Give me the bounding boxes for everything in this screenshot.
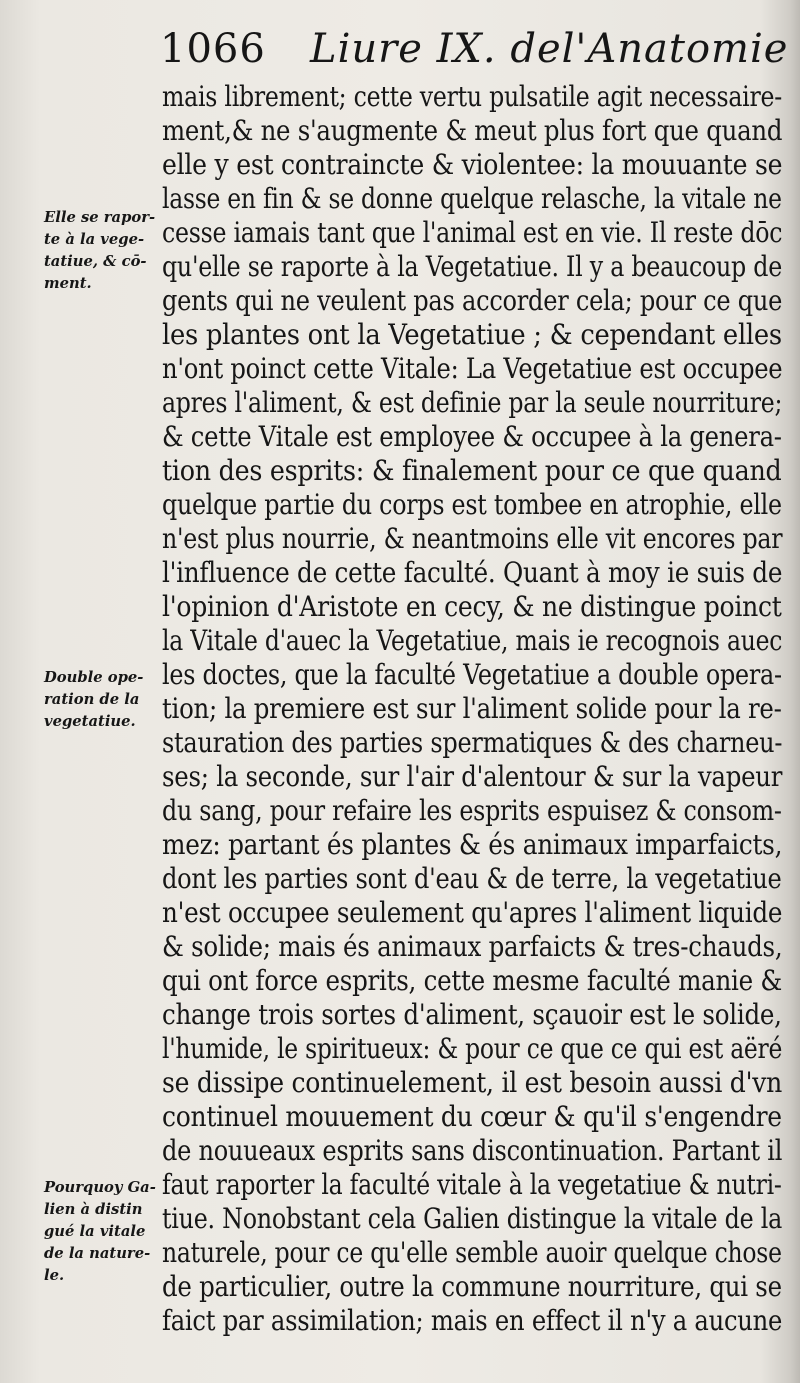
text-line: lasse en fin & se donne quelque relasche, la vitale ne (162, 182, 782, 215)
text-line: dont les parties sont d'eau & de terre, la vegetatiue (162, 862, 782, 895)
text-line: ses; la seconde, sur l'air d'alentour & sur la vapeur (162, 760, 783, 793)
text-line: mez: partant és plantes & és animaux imparfaicts, (162, 828, 783, 861)
text-line: n'est plus nourrie, & neantmoins elle vit encores par (162, 522, 783, 555)
margin-note-line: ration de la (44, 690, 140, 708)
margin-note-line: de la nature- (44, 1244, 151, 1262)
margin-note-line: ment. (44, 274, 92, 292)
text-line: l'opinion d'Aristote en cecy, & ne distingue poinct (162, 590, 782, 623)
text-line: l'humide, le spiritueux: & pour ce que ce qui est aëré (162, 1032, 783, 1065)
margin-note-galien (44, 1176, 162, 1286)
text-line: tion; la premiere est sur l'aliment solide pour la re- (162, 692, 782, 725)
text-line: cesse iamais tant que l'animal est en vie. Il reste dōc (162, 216, 783, 249)
text-line: tion des esprits: & finalement pour ce que quand (162, 454, 782, 487)
text-line: les doctes, que la faculté Vegetatiue a double opera- (162, 658, 782, 691)
page-number: 1066 (160, 26, 266, 72)
text-line: de nouueaux esprits sans discontinuation. Partant il (162, 1134, 783, 1167)
text-line: stauration des parties spermatiques & des charneu- (162, 726, 783, 759)
margin-note-line: Double ope- (44, 668, 144, 686)
text-line: de particulier, outre la commune nourriture, qui se (162, 1270, 782, 1303)
text-line: quelque partie du corps est tombee en atrophie, elle (162, 488, 782, 521)
text-line: les plantes ont la Vegetatiue ; & cependant elles (162, 318, 782, 351)
text-line: n'ont poinct cette Vitale: La Vegetatiue est occupee (162, 352, 783, 385)
margin-note-line: vegetatiue. (44, 712, 136, 730)
text-line: continuel mouuement du cœur & qu'il s'engendre (162, 1100, 782, 1133)
text-line: n'est occupee seulement qu'apres l'aliment liquide (162, 896, 783, 929)
text-line: faict par assimilation; mais en effect il n'y a aucune (162, 1304, 783, 1337)
text-line: faut raporter la faculté vitale à la vegetatiue & nutri- (162, 1168, 782, 1201)
text-line: mais librement; cette vertu pulsatile agit necessaire- (162, 80, 782, 113)
margin-note-line: Elle se rapor- (44, 208, 156, 226)
text-line: se dissipe continuelement, il est besoin aussi d'vn (162, 1066, 783, 1099)
text-line: elle y est contraincte & violentee: la mouuante se (162, 148, 783, 181)
text-line: gents qui ne veulent pas accorder cela; pour ce que (162, 284, 783, 317)
text-line: change trois sortes d'aliment, sçauoir est le solide, (162, 998, 782, 1031)
text-line: apres l'aliment, & est definie par la seule nourriture; (162, 386, 783, 419)
margin-note-line: le. (44, 1266, 65, 1284)
text-line: ment,& ne s'augmente & meut plus fort que quand (162, 114, 783, 147)
margin-note-vegetative-relation (44, 206, 162, 294)
text-line: l'influence de cette faculté. Quant à moy ie suis de (162, 556, 783, 589)
text-line: & cette Vitale est employee & occupee à la genera- (162, 420, 782, 453)
margin-note-line: gué la vitale (44, 1222, 146, 1240)
text-line: qu'elle se raporte à la Vegetatiue. Il y a beaucoup de (162, 250, 782, 283)
running-title: Liure IX. del'Anatomie (310, 26, 789, 72)
page-header (160, 26, 789, 82)
margin-note-line: te à la vege- (44, 230, 145, 248)
text-line: qui ont force esprits, cette mesme faculté manie & (162, 964, 783, 997)
margin-note-line: lien à distin (44, 1200, 143, 1218)
text-line: naturele, pour ce qu'elle semble auoir quelque chose (162, 1236, 782, 1269)
text-line: la Vitale d'auec la Vegetatiue, mais ie recognois auec (162, 624, 783, 657)
margin-note-line: Pourquoy Ga- (44, 1178, 156, 1196)
text-line: & solide; mais és animaux parfaicts & tres-chauds, (162, 930, 783, 963)
margin-note-double-operation (44, 666, 162, 732)
text-line: du sang, pour refaire les esprits espuisez & consom- (162, 794, 782, 827)
text-line: tiue. Nonobstant cela Galien distingue la vitale de la (162, 1202, 783, 1235)
margin-note-line: tatiue, & cō- (44, 252, 147, 270)
